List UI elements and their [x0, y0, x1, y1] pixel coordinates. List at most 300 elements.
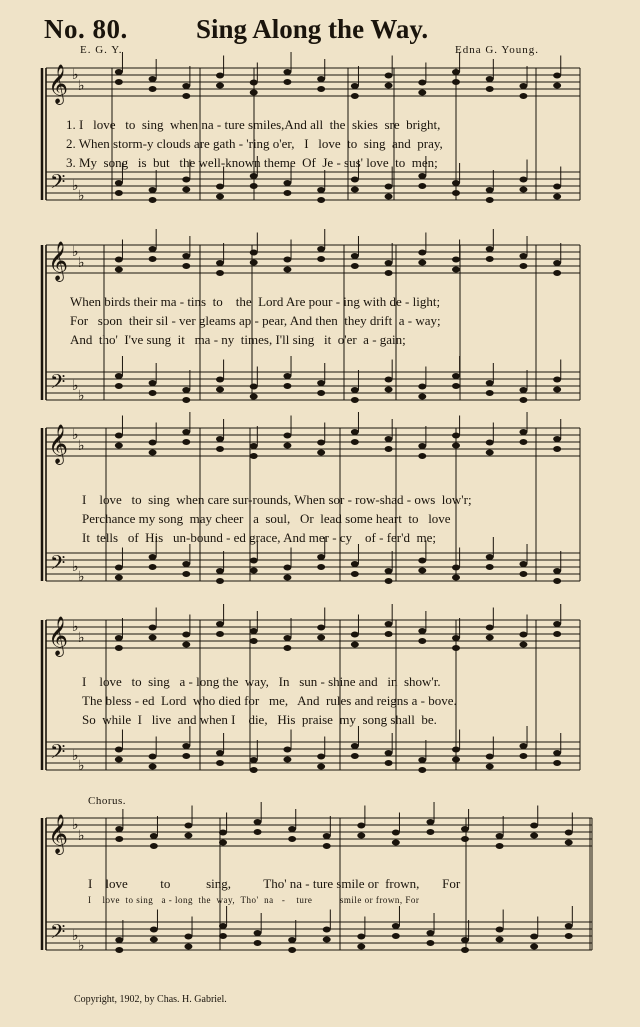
note-head [486, 86, 494, 92]
note-head [496, 833, 504, 839]
note-head [452, 180, 460, 186]
note-head [486, 390, 494, 396]
note-head [317, 390, 325, 396]
note-head [565, 840, 573, 846]
note-head [486, 764, 494, 770]
lyric-line: I love to sing when care sur-rounds, When sor - row-shad - ows low'r; [82, 492, 472, 507]
note-head [351, 743, 359, 749]
flat-sign: ♭ [72, 559, 79, 575]
note-head [351, 632, 359, 638]
note-head [115, 747, 123, 753]
note-head [553, 260, 561, 266]
note-head [184, 833, 192, 839]
note-head [519, 187, 527, 193]
chorus-lyric-line-small: I love to sing a - long the way, Tho' na - ture smile or frown, For [88, 895, 420, 905]
note-head [519, 743, 527, 749]
note-head [283, 747, 291, 753]
note-head [385, 621, 393, 627]
note-head [496, 927, 504, 933]
note-head [115, 635, 123, 641]
note-head [452, 69, 460, 75]
note-head [486, 187, 494, 193]
note-head [115, 947, 123, 953]
note-head [351, 387, 359, 393]
note-head [519, 642, 527, 648]
copyright: Copyright, 1902, by Chas. H. Gabriel. [74, 994, 227, 1005]
note-head [250, 260, 258, 266]
note-head [385, 631, 393, 637]
note-head [418, 394, 426, 400]
note-head [553, 568, 561, 574]
note-head [519, 177, 527, 183]
note-head [385, 436, 393, 442]
note-head [149, 187, 157, 193]
lyric-line: The bless - ed Lord who died for me, And rules and reigns a - bove. [82, 693, 457, 708]
note-head [351, 83, 359, 89]
note-head [115, 373, 123, 379]
note-head [115, 836, 123, 842]
note-head [149, 564, 157, 570]
note-head [317, 380, 325, 386]
flat-sign: ♭ [78, 78, 85, 94]
note-head [216, 750, 224, 756]
flat-sign: ♭ [72, 817, 79, 833]
note-head [418, 767, 426, 773]
note-head [452, 747, 460, 753]
note-head [351, 561, 359, 567]
note-head [216, 568, 224, 574]
note-head [385, 270, 393, 276]
note-head [496, 937, 504, 943]
note-head [250, 767, 258, 773]
note-head [418, 568, 426, 574]
note-head [351, 253, 359, 259]
note-head [519, 632, 527, 638]
note-head [182, 187, 190, 193]
note-head [250, 183, 258, 189]
note-head [283, 373, 291, 379]
note-head [283, 443, 291, 449]
flat-sign: ♭ [78, 255, 85, 271]
note-head [250, 453, 258, 459]
note-head [182, 439, 190, 445]
note-head [418, 90, 426, 96]
note-head [351, 263, 359, 269]
note-head [283, 267, 291, 273]
note-head [351, 187, 359, 193]
chorus-label: Chorus. [88, 795, 127, 807]
note-head [418, 638, 426, 644]
note-head [115, 383, 123, 389]
lyric-line: And tho' I've sung it ma - ny times, I'll sing it o'er a - gain; [70, 332, 406, 347]
note-head [216, 446, 224, 452]
note-head [565, 933, 573, 939]
note-head [219, 933, 227, 939]
note-head [452, 433, 460, 439]
note-head [385, 750, 393, 756]
flat-sign: ♭ [78, 828, 85, 844]
note-head [115, 433, 123, 439]
note-head [553, 621, 561, 627]
note-head [385, 260, 393, 266]
note-head [317, 754, 325, 760]
flat-sign: ♭ [78, 938, 85, 954]
note-head [486, 625, 494, 631]
note-head [461, 836, 469, 842]
note-head [115, 190, 123, 196]
note-head [216, 73, 224, 79]
note-head [115, 180, 123, 186]
note-head [250, 250, 258, 256]
note-head [115, 257, 123, 263]
note-head [150, 833, 158, 839]
note-head [418, 260, 426, 266]
note-head [565, 923, 573, 929]
note-head [452, 757, 460, 763]
note-head [385, 377, 393, 383]
flat-sign: ♭ [78, 188, 85, 204]
note-head [519, 397, 527, 403]
note-head [452, 635, 460, 641]
note-head [115, 69, 123, 75]
note-head [553, 83, 561, 89]
note-head [149, 390, 157, 396]
note-head [452, 79, 460, 85]
flat-sign: ♭ [72, 244, 79, 260]
hymn-number: No. 80. [44, 14, 128, 44]
note-head [283, 257, 291, 263]
note-head [486, 440, 494, 446]
note-head [250, 638, 258, 644]
flat-sign: ♭ [78, 438, 85, 454]
note-head [519, 83, 527, 89]
note-head [392, 830, 400, 836]
note-head [418, 250, 426, 256]
note-head [250, 757, 258, 763]
note-head [486, 754, 494, 760]
note-head [115, 575, 123, 581]
flat-sign: ♭ [72, 427, 79, 443]
note-head [418, 628, 426, 634]
note-head [519, 93, 527, 99]
note-head [283, 180, 291, 186]
note-head [351, 571, 359, 577]
note-head [317, 554, 325, 560]
hymn-title: Sing Along the Way. [196, 14, 429, 44]
bass-clef: 𝄢 [50, 370, 66, 398]
note-head [150, 843, 158, 849]
note-head [351, 397, 359, 403]
note-head [553, 184, 561, 190]
note-head [216, 760, 224, 766]
music-credit: Edna G. Young. [455, 44, 539, 56]
note-head [182, 177, 190, 183]
note-head [250, 443, 258, 449]
note-head [182, 93, 190, 99]
note-head [115, 79, 123, 85]
note-head [149, 625, 157, 631]
note-head [250, 384, 258, 390]
note-head [216, 260, 224, 266]
note-head [357, 823, 365, 829]
flat-sign: ♭ [72, 378, 79, 394]
note-head [452, 565, 460, 571]
note-head [486, 564, 494, 570]
bass-clef: 𝄢 [50, 920, 66, 948]
note-head [115, 937, 123, 943]
note-head [216, 436, 224, 442]
note-head [519, 753, 527, 759]
note-head [553, 750, 561, 756]
flat-sign: ♭ [78, 630, 85, 646]
words-credit: E. G. Y. [80, 44, 123, 56]
note-head [553, 73, 561, 79]
note-head [452, 383, 460, 389]
note-head [486, 76, 494, 82]
note-head [250, 173, 258, 179]
note-head [452, 645, 460, 651]
lyric-line: When birds their ma - tins to the Lord Are pour - ing with de - light; [70, 294, 441, 309]
note-head [553, 436, 561, 442]
note-head [486, 256, 494, 262]
note-head [519, 387, 527, 393]
note-head [426, 930, 434, 936]
note-head [385, 83, 393, 89]
note-head [219, 840, 227, 846]
note-head [288, 836, 296, 842]
note-head [216, 194, 224, 200]
flat-sign: ♭ [72, 928, 79, 944]
note-head [323, 843, 331, 849]
lyric-line: 2. When storm-y clouds are gath - 'ring o'er, I love to sing and pray, [66, 136, 443, 151]
note-head [149, 246, 157, 252]
treble-clef: 𝄞 [48, 64, 69, 104]
note-head [216, 377, 224, 383]
note-head [323, 927, 331, 933]
note-head [317, 450, 325, 456]
lyric-line: 3. My song is but the well-known theme Of Je - sus' love to men; [66, 155, 438, 170]
note-head [115, 267, 123, 273]
note-head [283, 69, 291, 75]
lyric-line: 1. I love to sing when na - ture smiles,And all the skies sre bright, [66, 117, 441, 132]
note-head [317, 440, 325, 446]
note-head [461, 947, 469, 953]
note-head [418, 384, 426, 390]
note-head [115, 826, 123, 832]
note-head [115, 645, 123, 651]
note-head [219, 830, 227, 836]
note-head [392, 933, 400, 939]
note-head [385, 387, 393, 393]
note-head [283, 79, 291, 85]
lyric-line: Perchance my song may cheer a soul, Or lead some heart to love [82, 511, 451, 526]
note-head [317, 564, 325, 570]
note-head [149, 554, 157, 560]
note-head [452, 190, 460, 196]
note-head [184, 934, 192, 940]
note-head [149, 380, 157, 386]
note-head [461, 826, 469, 832]
note-head [351, 93, 359, 99]
note-head [392, 923, 400, 929]
note-head [250, 90, 258, 96]
note-head [486, 246, 494, 252]
note-head [385, 73, 393, 79]
note-head [283, 635, 291, 641]
note-head [519, 253, 527, 259]
note-head [486, 554, 494, 560]
note-head [283, 575, 291, 581]
note-head [351, 642, 359, 648]
note-head [115, 565, 123, 571]
flat-sign: ♭ [72, 619, 79, 635]
note-head [254, 819, 262, 825]
note-head [385, 568, 393, 574]
note-head [553, 194, 561, 200]
note-head [182, 561, 190, 567]
note-head [317, 187, 325, 193]
note-head [182, 387, 190, 393]
note-head [452, 443, 460, 449]
bass-clef: 𝄢 [50, 170, 66, 198]
note-head [553, 446, 561, 452]
note-head [351, 753, 359, 759]
note-head [486, 380, 494, 386]
note-head [553, 377, 561, 383]
lyric-line: I love to sing a - long the way, In sun - shine and in show'r. [82, 674, 441, 689]
note-head [385, 578, 393, 584]
note-head [149, 86, 157, 92]
note-head [553, 578, 561, 584]
note-head [283, 645, 291, 651]
note-head [426, 819, 434, 825]
note-head [149, 76, 157, 82]
note-head [254, 940, 262, 946]
note-head [115, 443, 123, 449]
note-head [317, 86, 325, 92]
note-head [182, 253, 190, 259]
flat-sign: ♭ [78, 758, 85, 774]
note-head [150, 927, 158, 933]
note-head [426, 940, 434, 946]
note-head [452, 575, 460, 581]
note-head [250, 628, 258, 634]
note-head [323, 833, 331, 839]
note-head [530, 934, 538, 940]
note-head [519, 561, 527, 567]
note-head [323, 937, 331, 943]
note-head [250, 80, 258, 86]
note-head [184, 944, 192, 950]
treble-clef: 𝄞 [48, 814, 69, 854]
note-head [283, 565, 291, 571]
note-head [519, 439, 527, 445]
note-head [357, 833, 365, 839]
note-head [317, 635, 325, 641]
note-head [182, 397, 190, 403]
flat-sign: ♭ [72, 178, 79, 194]
note-head [418, 173, 426, 179]
lyric-line: It tells of His un-bound - ed grace, And mer - cy of - fer'd me; [82, 530, 436, 545]
note-head [149, 764, 157, 770]
note-head [317, 197, 325, 203]
note-head [357, 944, 365, 950]
note-head [418, 453, 426, 459]
note-head [317, 256, 325, 262]
note-head [565, 830, 573, 836]
note-head [357, 934, 365, 940]
note-head [317, 76, 325, 82]
note-head [184, 823, 192, 829]
note-head [283, 433, 291, 439]
note-head [385, 446, 393, 452]
note-head [452, 373, 460, 379]
note-head [250, 568, 258, 574]
note-head [254, 930, 262, 936]
note-head [216, 621, 224, 627]
note-head [317, 625, 325, 631]
note-head [250, 394, 258, 400]
note-head [182, 429, 190, 435]
note-head [519, 429, 527, 435]
note-head [317, 246, 325, 252]
note-head [418, 80, 426, 86]
note-head [254, 829, 262, 835]
note-head [149, 440, 157, 446]
note-head [530, 823, 538, 829]
flat-sign: ♭ [72, 67, 79, 83]
note-head [219, 923, 227, 929]
note-head [115, 757, 123, 763]
note-head [351, 429, 359, 435]
treble-clef: 𝄞 [48, 424, 69, 464]
note-head [426, 829, 434, 835]
note-head [452, 267, 460, 273]
note-head [149, 754, 157, 760]
treble-clef: 𝄞 [48, 241, 69, 281]
lyric-line: For soon their sil - ver gleams ap - pear, And then they drift a - way; [70, 313, 441, 328]
note-head [216, 83, 224, 89]
note-head [530, 944, 538, 950]
note-head [486, 197, 494, 203]
note-head [317, 764, 325, 770]
note-head [283, 757, 291, 763]
lyric-line: So while I live and when I die, His praise my song shall be. [82, 712, 437, 727]
note-head [182, 632, 190, 638]
note-head [216, 631, 224, 637]
note-head [519, 263, 527, 269]
chorus-lyric-line: I love to sing, Tho' na - ture smile or frown, For [88, 876, 461, 891]
note-head [182, 642, 190, 648]
note-head [288, 947, 296, 953]
note-head [288, 826, 296, 832]
note-head [392, 840, 400, 846]
flat-sign: ♭ [72, 748, 79, 764]
treble-clef: 𝄞 [48, 616, 69, 656]
note-head [150, 937, 158, 943]
note-head [182, 753, 190, 759]
note-head [216, 270, 224, 276]
note-head [149, 635, 157, 641]
note-head [283, 190, 291, 196]
note-head [553, 631, 561, 637]
note-head [461, 937, 469, 943]
note-head [486, 450, 494, 456]
note-head [418, 757, 426, 763]
note-head [486, 635, 494, 641]
bass-clef: 𝄢 [50, 551, 66, 579]
note-head [216, 387, 224, 393]
